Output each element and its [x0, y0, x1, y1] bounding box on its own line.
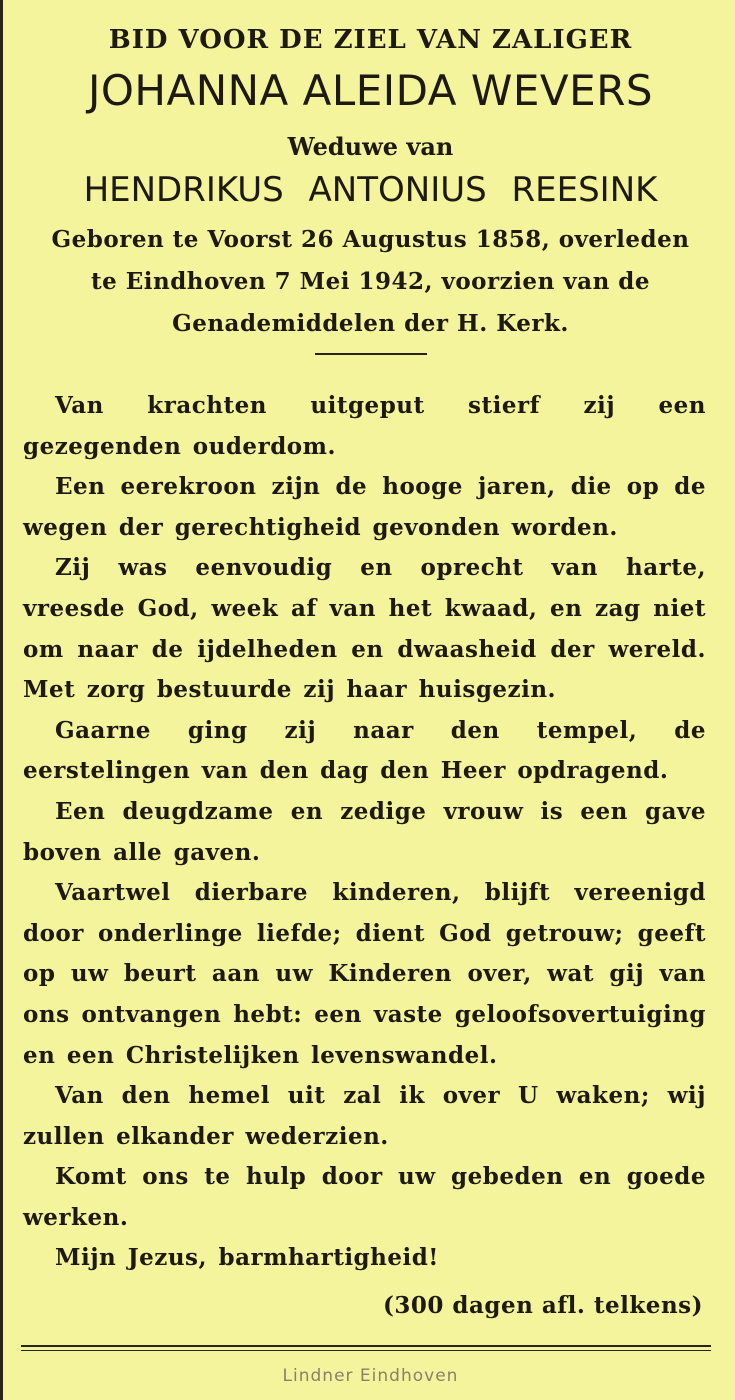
paragraph: Van den hemel uit zal ik over U waken; wij zullen elkander wederzien.: [23, 1082, 706, 1150]
divider-short: [315, 353, 427, 355]
birth-death-line-3: Genademiddelen der H. Kerk.: [172, 310, 569, 337]
paragraph: Gaarne ging zij naar den tempel, de eerstelingen van den dag den Heer opdragend.: [23, 716, 706, 785]
widow-of-label: Weduwe van: [287, 132, 454, 161]
husband-name: HENDRIKUS ANTONIUS REESINK: [83, 170, 658, 210]
memorial-text: [23, 386, 706, 1279]
divider-bottom: [21, 1345, 711, 1347]
paragraph: Vaartwel dierbare kinderen, blijft vereenigd door onderlinge liefde; dient God getrouw; geeft op uw beurt aan uw Kinderen over, wat gij van ons ontvangen hebt: een vaste geloofsovertuiging en een Christelijken levenswandel.: [23, 879, 706, 1069]
header-prayer-line: BID VOOR DE ZIEL VAN ZALIGER: [108, 25, 633, 55]
paragraph: Komt ons te hulp door uw gebeden en goede werken.: [23, 1163, 706, 1231]
divider-bottom-thin: [21, 1350, 711, 1351]
deceased-name: JOHANNA ALEIDA WEVERS: [87, 66, 654, 115]
birth-death-line-1: Geboren te Voorst 26 Augustus 1858, overleden: [51, 226, 690, 253]
paragraph: Van krachten uitgeput stierf zij een gezegenden ouderdom.: [23, 392, 706, 460]
paragraph: Mijn Jezus, barmhartigheid!: [55, 1244, 439, 1272]
birth-death-line-2: te Eindhoven 7 Mei 1942, voorzien van de: [90, 268, 651, 295]
paragraph: Een eerekroon zijn de hooge jaren, die op de wegen der gerechtigheid gevonden worden.: [23, 473, 706, 541]
printer-credit: Lindner Eindhoven: [282, 1366, 459, 1386]
indulgence-note: (300 dagen afl. telkens): [383, 1292, 703, 1319]
paragraph: Zij was eenvoudig en oprecht van harte, vreesde God, week af van het kwaad, en zag niet om naar de ijdelheden en dwaasheid der wereld. Met zorg bestuurde zij haar huisgezin.: [23, 554, 706, 704]
paragraph: Een deugdzame en zedige vrouw is een gave boven alle gaven.: [23, 797, 706, 866]
